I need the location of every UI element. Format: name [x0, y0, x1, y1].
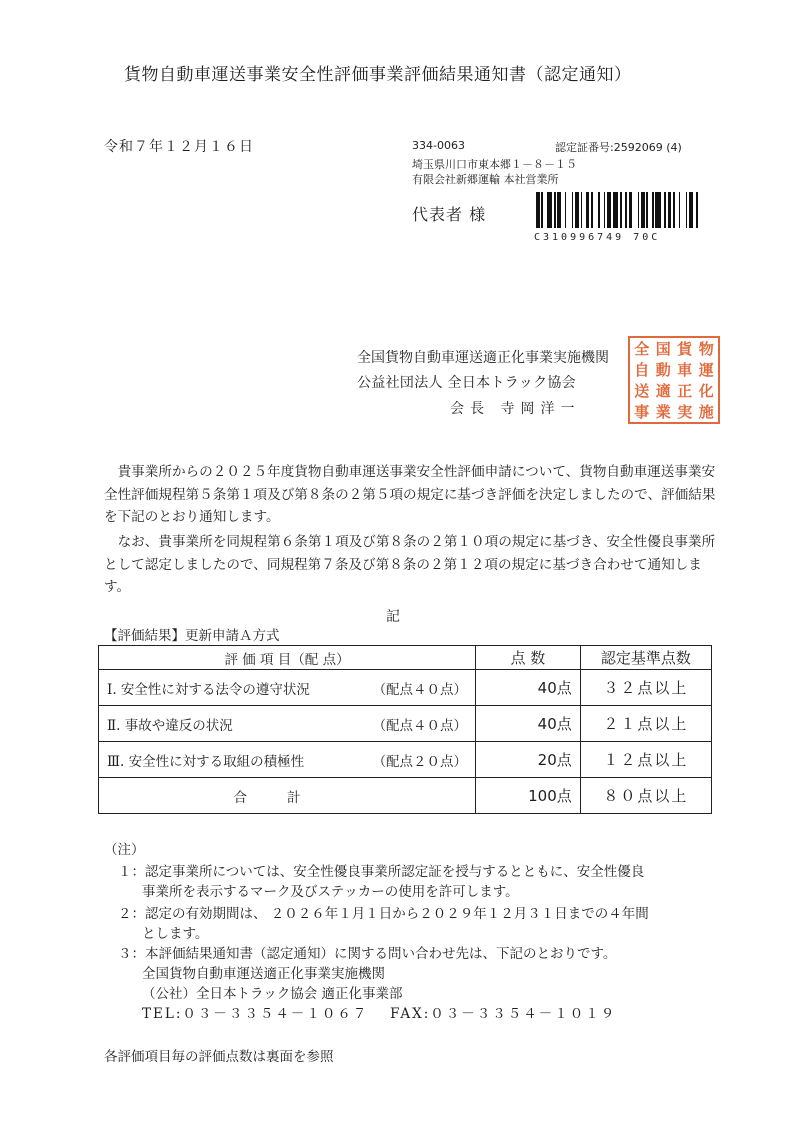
note-3: ３：本評価結果通知書（認定通知）に関する問い合わせ先は、下記のとおりです。 [118, 946, 617, 962]
row-item-label: Ⅰ. 安全性に対する法令の遵守状況 [107, 681, 310, 698]
row-item-cell [99, 670, 476, 706]
row-item-label: Ⅲ. 安全性に対する取組の積極性 [107, 753, 305, 770]
recipient-representative: 代表者 様 [412, 205, 487, 224]
row-score: 40点 [476, 706, 581, 742]
note-2: ２：認定の有効期間は、 ２０２６年１月１日から２０２９年１２月３１日までの４年間 [118, 906, 649, 922]
row-standard: ３２点以上 [580, 670, 711, 706]
seal-character: 送 [634, 382, 650, 400]
body-paragraph-2: なお、貴事業所を同規程第６条第１項及び第８条の２第１０項の規定に基づき、安全性優良事業所として認定しましたので、同規程第７条及び第８条の２第１２項の規定に基づき合わせて通知します。 [104, 534, 716, 595]
row-score: 20点 [476, 742, 581, 778]
table-row [99, 706, 712, 742]
barcode-text: C310996749 70C [534, 232, 661, 243]
row-weight: （配点２０点） [372, 753, 468, 770]
row-standard: ２１点以上 [580, 706, 711, 742]
row-item-label: Ⅱ. 事故や違反の状況 [107, 717, 233, 734]
issuer-president: 会長 寺岡洋一 [450, 401, 581, 417]
seal-character: 正 [677, 382, 693, 400]
total-score: 100点 [476, 778, 581, 814]
notes-heading: （注） [104, 842, 145, 858]
row-weight: （配点４０点） [372, 681, 468, 698]
table-total-row [99, 778, 712, 814]
row-score: 40点 [476, 670, 581, 706]
note-3-contact: TEL:０３－３３５４－１０６７ FAX:０３－３３５４－１０１９ [142, 1006, 617, 1022]
seal-character: 事 [634, 403, 650, 421]
row-item-cell [99, 706, 476, 742]
seal-character: 施 [698, 403, 714, 421]
barcode-bar [698, 192, 700, 228]
ki-marker: 記 [386, 609, 400, 625]
seal-character: 全 [634, 340, 650, 358]
note-1-cont: 事業所を表示するマーク及びステッカーの使用を許可します。 [142, 884, 519, 900]
header-standard: 認定基準点数 [580, 646, 711, 670]
note-3-dept: （公社）全日本トラック協会 適正化事業部 [142, 986, 403, 1002]
issuer-association: 公益社団法人 全日本トラック協会 [357, 375, 576, 391]
recipient-address: 埼玉県川口市東本郷１－８－１５ [412, 158, 577, 171]
recipient-company: 有限会社新郷運輸 本社営業所 [412, 173, 559, 186]
total-standard: ８０点以上 [580, 778, 711, 814]
seal-character: 運 [698, 361, 714, 379]
note-3-org: 全国貨物自動車運送適正化事業実施機関 [142, 966, 385, 982]
row-item-cell [99, 742, 476, 778]
result-heading: 【評価結果】更新申請Ａ方式 [104, 628, 280, 644]
header-item: 評 価 項 目（配 点） [99, 646, 476, 670]
seal-character: 業 [655, 403, 671, 421]
note-1: １：認定事業所については、安全性優良事業所認定証を授与するとともに、安全性優良 [118, 864, 645, 880]
total-label: 合計 [99, 778, 476, 814]
table-row [99, 742, 712, 778]
seal-character: 国 [655, 340, 671, 358]
barcode [536, 192, 700, 228]
table-row [99, 670, 712, 706]
evaluation-table [98, 645, 712, 814]
header-score: 点 数 [476, 646, 581, 670]
seal-character: 適 [655, 382, 671, 400]
official-seal [628, 336, 720, 424]
row-standard: １２点以上 [580, 742, 711, 778]
seal-character: 貨 [677, 340, 693, 358]
seal-character: 車 [677, 361, 693, 379]
issuer-organization: 全国貨物自動車運送適正化事業実施機関 [357, 350, 609, 366]
document-title: 貨物自動車運送事業安全性評価事業評価結果通知書（認定通知） [124, 65, 632, 85]
footer-note: 各評価項目毎の評価点数は裏面を参照 [104, 1049, 334, 1065]
seal-character: 化 [698, 382, 714, 400]
body-paragraph-1: 貴事業所からの２０２５年度貨物自動車運送事業安全性評価申請について、貨物自動車運送事業安全性評価規程第５条第１項及び第８条の２第５項の規定に基づき評価を決定しましたので、評価結果を下記のとおり通知します。 [104, 464, 716, 525]
seal-character: 自 [634, 361, 650, 379]
issue-date: 令和７年１２月１６日 [104, 139, 254, 155]
seal-character: 動 [655, 361, 671, 379]
certificate-number: 認定証番号:2592069 (4) [555, 141, 682, 154]
seal-character: 実 [677, 403, 693, 421]
row-weight: （配点４０点） [372, 717, 468, 734]
postal-code: 334-0063 [412, 139, 465, 152]
seal-character: 物 [698, 340, 714, 358]
table-header-row [99, 646, 712, 670]
note-2-cont: とします。 [142, 926, 209, 942]
